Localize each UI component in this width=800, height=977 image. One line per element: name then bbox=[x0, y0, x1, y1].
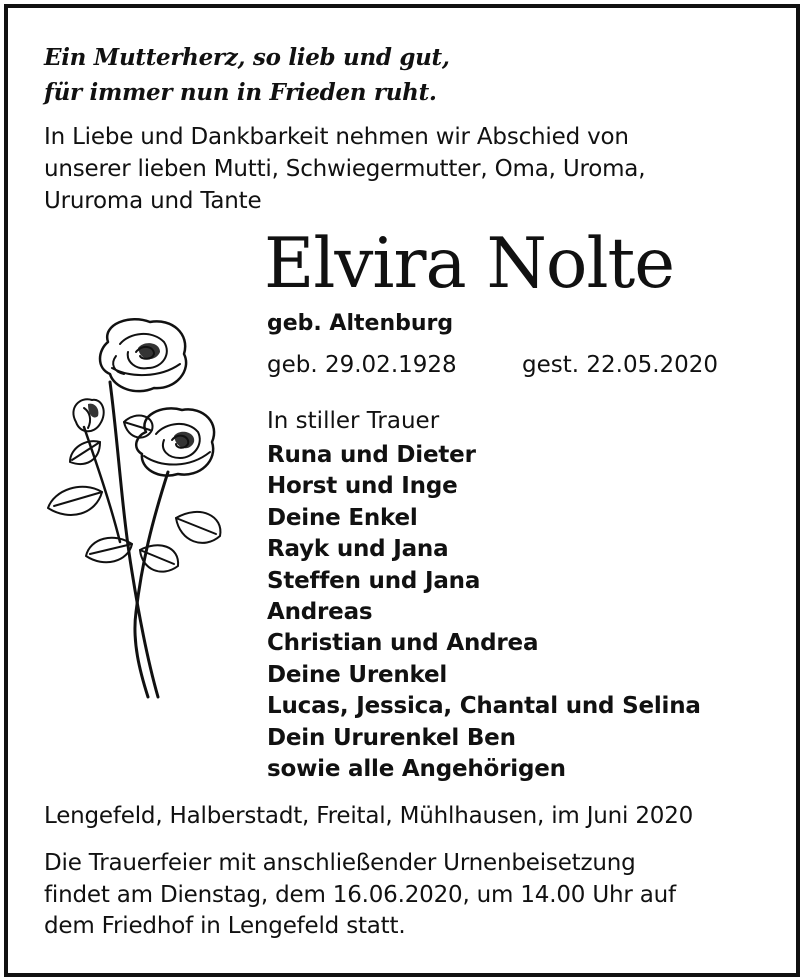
service-line: dem Friedhof in Lengefeld statt. bbox=[44, 913, 406, 939]
funeral-service-info bbox=[44, 848, 676, 943]
intro-line: In Liebe und Dankbarkeit nehmen wir Abschied von bbox=[44, 124, 629, 150]
mourner-name: sowie alle Angehörigen bbox=[267, 756, 566, 783]
mourner-name: Dein Ururenkel Ben bbox=[267, 724, 516, 751]
intro-line: Ururoma und Tante bbox=[44, 188, 262, 214]
mourner-name: Deine Urenkel bbox=[267, 661, 448, 688]
intro-text bbox=[44, 121, 764, 217]
service-line: Die Trauerfeier mit anschließender Urnenbeisetzung bbox=[44, 850, 636, 876]
mourner-name: Horst und Inge bbox=[267, 473, 458, 500]
birth-date: geb. 29.02.1928 bbox=[267, 352, 457, 378]
poem-line: für immer nun in Frieden ruht. bbox=[44, 79, 437, 106]
death-date: gest. 22.05.2020 bbox=[522, 352, 719, 378]
rose-icon bbox=[40, 312, 230, 702]
poem bbox=[44, 40, 450, 110]
mourner-name: Andreas bbox=[267, 599, 373, 626]
mourning-title: In stiller Trauer bbox=[267, 408, 440, 434]
mourner-name: Runa und Dieter bbox=[267, 442, 476, 468]
service-line: findet am Dienstag, dem 16.06.2020, um 14.00 Uhr auf bbox=[44, 881, 676, 908]
deceased-name: Elvira Nolte bbox=[264, 224, 675, 304]
poem-line: Ein Mutterherz, so lieb und gut, bbox=[44, 44, 450, 71]
mourner-name: Christian und Andrea bbox=[267, 630, 539, 657]
mourners-list bbox=[267, 440, 701, 785]
places-date: Lengefeld, Halberstadt, Freital, Mühlhausen, im Juni 2020 bbox=[44, 803, 694, 829]
mourner-name: Rayk und Jana bbox=[267, 536, 449, 563]
intro-line: unserer lieben Mutti, Schwiegermutter, Oma, Uroma, bbox=[44, 156, 646, 182]
mourner-name: Deine Enkel bbox=[267, 504, 418, 531]
maiden-name: geb. Altenburg bbox=[267, 311, 454, 336]
mourner-name: Steffen und Jana bbox=[267, 567, 481, 594]
mourner-name: Lucas, Jessica, Chantal und Selina bbox=[267, 693, 701, 720]
